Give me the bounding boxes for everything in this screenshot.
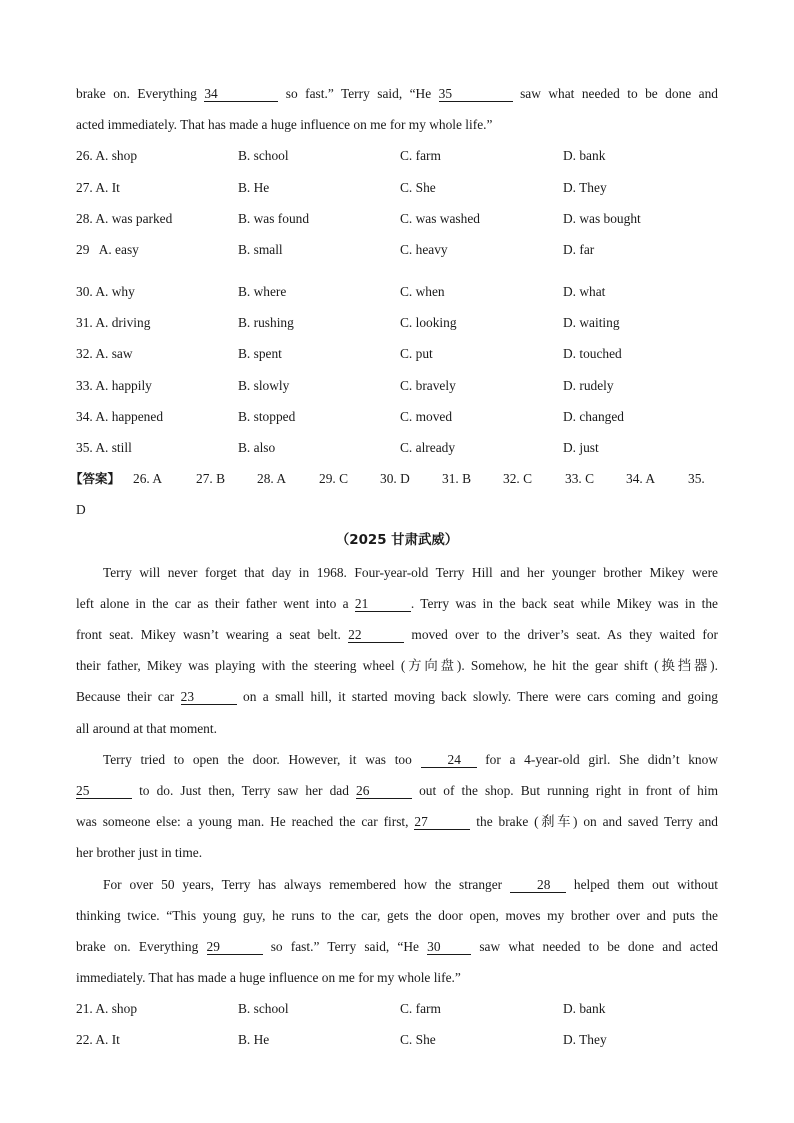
question-28: 28. A. was parked B. was found C. was washed D. was bought (76, 210, 641, 226)
blank-23: 23 (181, 690, 237, 705)
answer-item: 33. C (565, 471, 595, 487)
blank-25: 25 (76, 784, 132, 799)
question-21: 21. A. shop B. school C. farm D. bank (76, 1001, 606, 1017)
answer-item: 30. D (380, 471, 410, 487)
passage-line: 25 to do. Just then, Terry saw her dad 26 out of the shop. But running right in front of him (76, 782, 718, 798)
blank-27: 27 (414, 815, 470, 830)
blank-24: 24 (421, 753, 477, 768)
answer-item: 27. B (196, 471, 226, 487)
answer-key (70, 463, 718, 494)
question-22: 22. A. It B. He C. She D. They (76, 1032, 607, 1048)
question-26: 26. A. shop B. school C. farm D. bank (76, 148, 606, 164)
question-30: 30. A. why B. where C. when D. what (76, 283, 606, 299)
question-34: 34. A. happened B. stopped C. moved D. changed (76, 408, 624, 424)
passage-line: was someone else: a young man. He reached the car first, 27 the brake (刹车) on and saved Terry and (76, 814, 718, 830)
passage-line: Terry tried to open the door. However, it was too 24 for a 4-year-old girl. She didn’t know (103, 751, 718, 767)
answer-item: 29. C (319, 471, 349, 487)
passage-line: acted immediately. That has made a huge influence on me for my whole life.” (76, 117, 493, 133)
exam-page (70, 78, 718, 1056)
answer-item: 26. A (133, 471, 163, 487)
blank-29: 29 (207, 940, 263, 955)
answer-item: 28. A (257, 471, 287, 487)
blank-22: 22 (348, 628, 404, 643)
options-26-35 (76, 140, 718, 463)
blank-35: 35 (439, 87, 513, 102)
blank-30: 30 (427, 940, 471, 955)
answer-tail: D (76, 502, 86, 518)
answer-label: 【答案】 (70, 471, 121, 487)
passage-line: left alone in the car as their father went into a 21 . Terry was in the back seat while Mikey was in the (76, 595, 718, 611)
passage-line: brake on. Everything 34 so fast.” Terry said, “He 35 saw what needed to be done and (76, 86, 718, 101)
passage-line: brake on. Everything 29 so fast.” Terry said, “He 30 saw what needed to be done and acted (76, 938, 718, 954)
passage-line: Terry will never forget that day in 1968. Four-year-old Terry Hill and her younger brother Mikey were (103, 564, 718, 580)
passage-line: their father, Mikey was playing with the steering wheel (方向盘). Somehow, he hit the gear shift (换挡器). (76, 658, 718, 674)
answer-item: 34. A (626, 471, 656, 487)
passage-line: immediately. That has made a huge influence on me for my whole life.” (76, 970, 461, 986)
passage-line: For over 50 years, Terry has always remembered how the stranger 28 helped them out without (103, 876, 718, 892)
passage-line: all around at that moment. (76, 720, 217, 736)
blank-34: 34 (204, 87, 278, 102)
passage-line: her brother just in time. (76, 845, 203, 861)
section-heading: （2025 甘肃武威） (335, 533, 459, 549)
question-32: 32. A. saw B. spent C. put D. touched (76, 346, 622, 362)
answer-item: 35. (688, 471, 705, 487)
blank-26: 26 (356, 784, 412, 799)
question-33: 33. A. happily B. slowly C. bravely D. rudely (76, 377, 614, 393)
passage (76, 557, 718, 994)
question-27: 27. A. It B. He C. She D. They (76, 179, 607, 195)
passage-line: Because their car 23 on a small hill, it started moving back slowly. There were cars coming and going (76, 689, 718, 705)
passage-line: thinking twice. “This young guy, he runs to the car, gets the door open, moves my brother over and puts the (76, 907, 718, 923)
blank-28: 28 (510, 878, 566, 893)
answer-item: 31. B (442, 471, 472, 487)
options-21-22 (76, 993, 718, 1055)
passage-line: front seat. Mikey wasn’t wearing a seat belt. 22 moved over to the driver’s seat. As they waited for (76, 627, 718, 642)
question-35: 35. A. still B. also C. already D. just (76, 439, 599, 455)
answer-item: 32. C (503, 471, 533, 487)
question-29: 29 A. easy B. small C. heavy D. far (76, 241, 595, 257)
blank-21: 21 (355, 597, 411, 612)
question-31: 31. A. driving B. rushing C. looking D. waiting (76, 315, 620, 331)
